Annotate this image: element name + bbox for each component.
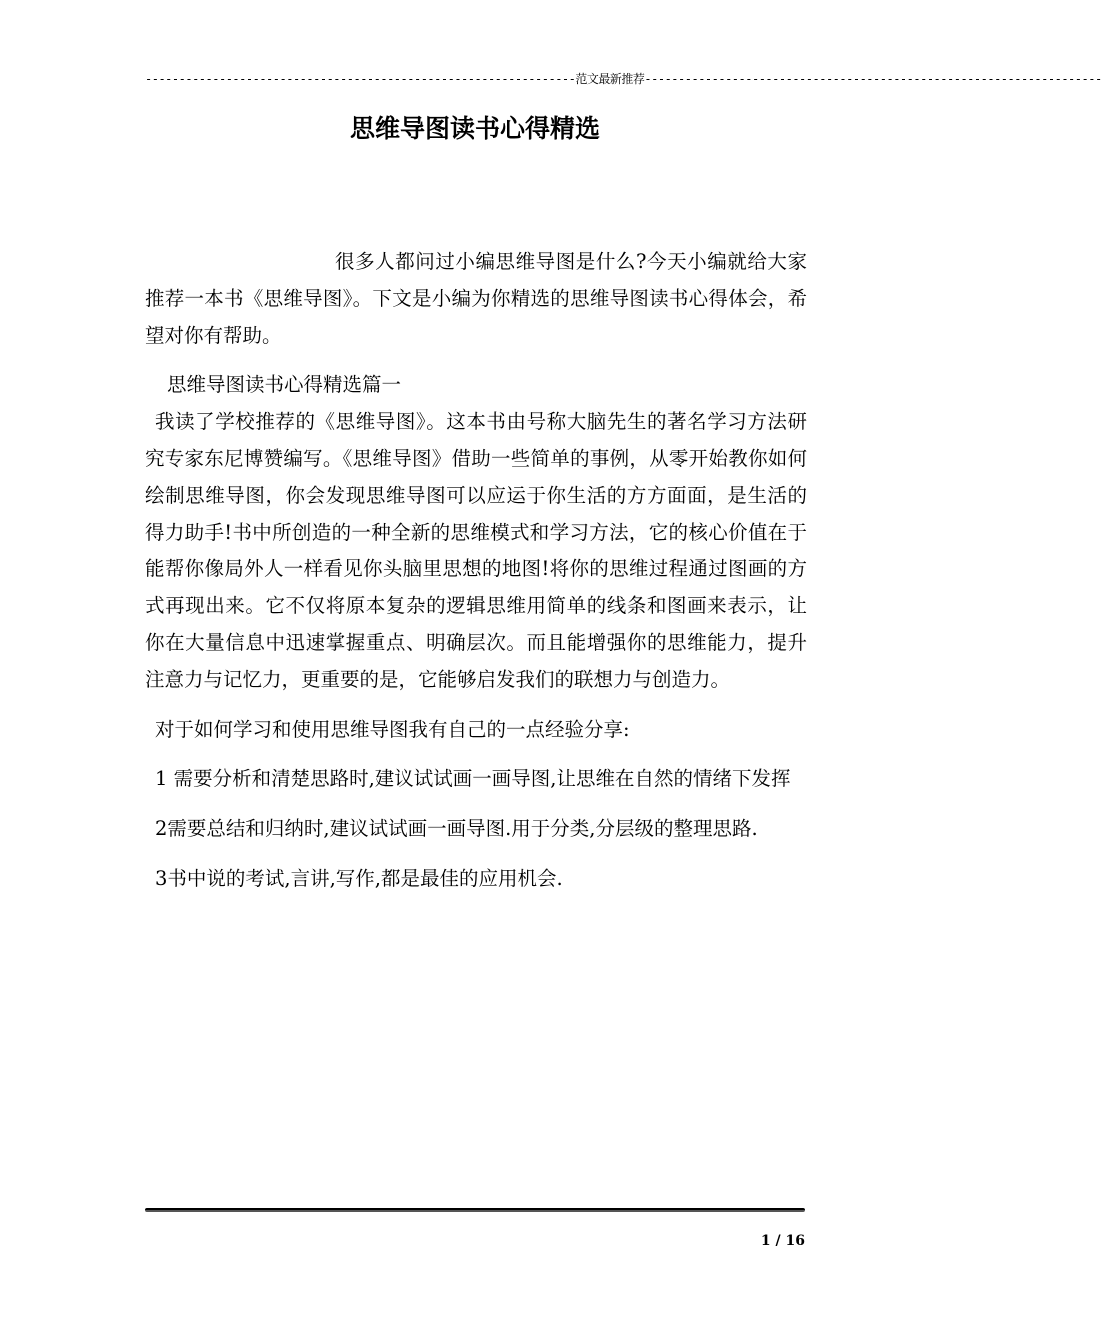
header-dashes-right: -------------------------------------------------------------------- <box>644 72 1102 86</box>
page-current: 1 <box>760 1233 771 1249</box>
intro-paragraph: 很多人都问过小编思维导图是什么?今天小编就给大家推荐一本书《思维导图》。下文是小编为你精选的思维导图读书心得体会，希望对你有帮助。 <box>145 250 807 347</box>
document-body <box>145 244 807 898</box>
document-title: 思维导图读书心得精选 <box>349 114 600 143</box>
header-dashes-left: ---------------------------------------------------------------- <box>145 72 576 86</box>
footer-divider <box>145 1208 805 1212</box>
section-heading: 思维导图读书心得精选篇一 <box>167 373 402 397</box>
page-number <box>705 1232 805 1250</box>
list-item: 3书中说的考试,言讲,写作,都是最佳的应用机会. <box>155 866 563 890</box>
page-total: 16 <box>785 1233 805 1249</box>
page-header <box>145 70 1102 88</box>
body-paragraph: 对于如何学习和使用思维导图我有自己的一点经验分享: <box>155 717 630 741</box>
list-item: 1 需要分析和清楚思路时,建议试试画一画导图,让思维在自然的情绪下发挥 <box>155 767 791 791</box>
list-item: 2需要总结和归纳时,建议试试画一画导图.用于分类,分层级的整理思路. <box>155 817 758 841</box>
body-paragraph: 我读了学校推荐的《思维导图》。这本书由号称大脑先生的著名学习方法研究专家东尼博赞编写。《思维导图》借助一些简单的事例，从零开始教你如何绘制思维导图，你会发现思维导图可以应运于你生活的方方面面，是生活的得力助手!书中所创造的一种全新的思维模式和学习方法，它的核心价值在于能帮你像局外人一样看见你头脑里思想的地图!将你的思维过程通过图画的方式再现出来。它不仅将原本复杂的逻辑思维用简单的线条和图画来表示，让你在大量信息中迅速掌握重点、明确层次。而且能增强你的思维能力，提升注意力与记忆力，更重要的是，它能够启发我们的联想力与创造力。 <box>145 410 807 691</box>
page-separator: / <box>775 1233 781 1249</box>
header-label: 范文最新推荐 <box>575 72 645 86</box>
